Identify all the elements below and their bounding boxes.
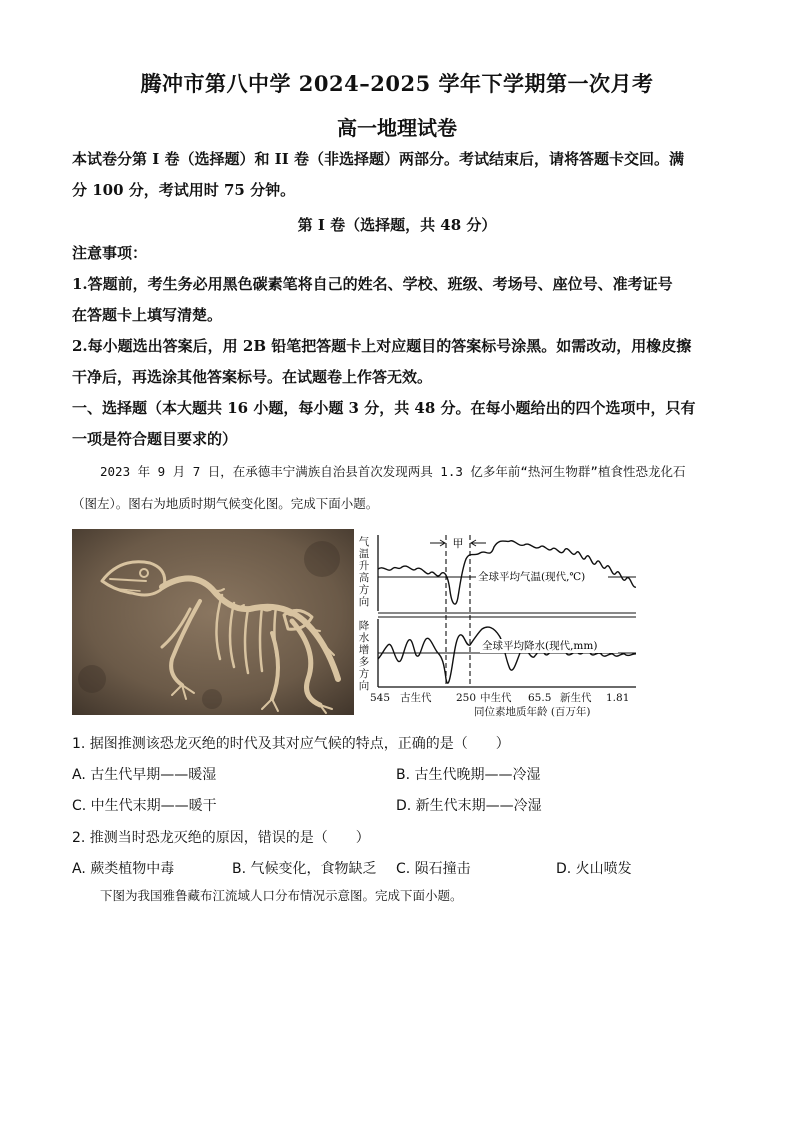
section-1-line-2: 一项是符合题目要求的）: [72, 430, 238, 448]
x-tick-545: 545: [370, 692, 391, 704]
instructions-line-2: 分 100 分，考试用时 75 分钟。: [72, 181, 296, 199]
instructions-paragraph: [72, 144, 724, 206]
question-1-option-c: C. 中生代末期——暖干: [72, 798, 217, 814]
x-axis-title: 同位素地质年龄 (百万年): [474, 706, 591, 718]
question-1-stem: 1. 据图推测该恐龙灭绝的时代及其对应气候的特点，正确的是（ ）: [72, 736, 510, 752]
x-tick-65-5: 65.5: [528, 692, 552, 704]
precip-axis-char-2: 增: [358, 644, 370, 656]
x-tick-cenozoic: 新生代: [560, 692, 592, 704]
precipitation-reference-label: 全球平均降水(现代,mm): [482, 640, 598, 652]
note-2-line-1: 2.每小题选出答案后，用 2B 铅笔把答题卡上对应题目的答案标号涂黑。如需改动，用橡皮擦: [72, 337, 692, 355]
precip-axis-char-0: 降: [358, 620, 370, 632]
exam-title: 腾冲市第八中学 2024–2025 学年下学期第一次月考: [140, 71, 654, 96]
x-tick-1-81: 1.81: [606, 692, 630, 704]
material-2: [72, 880, 724, 912]
question-2-stem: 2. 推测当时恐龙灭绝的原因，错误的是（ ）: [72, 830, 370, 846]
figure: [72, 529, 634, 719]
material-2-line: 下图为我国雅鲁藏布江流域人口分布情况示意图。完成下面小题。: [100, 888, 463, 903]
note-1-line-1: 1.答题前，考生务必用黑色碳素笔将自己的姓名、学校、班级、考场号、座位号、准考证号: [72, 275, 673, 293]
notes-section: [72, 238, 724, 455]
x-tick-paleozoic: 古生代: [400, 692, 432, 704]
temp-axis-char-1: 温: [358, 548, 370, 560]
note-2-line-2: 干净后，再选涂其他答案标号。在试题卷上作答无效。: [72, 368, 433, 386]
question-2-option-a: A. 蕨类植物中毒: [72, 861, 175, 877]
question-2-option-b: B. 气候变化，食物缺乏: [232, 861, 377, 877]
question-2-option-c: C. 陨石撞击: [396, 861, 471, 877]
note-1-line-2: 在答题卡上填写清楚。: [72, 306, 223, 324]
notes-heading: 注意事项：: [72, 244, 148, 262]
instructions-line-1: 本试卷分第 I 卷（选择题）和 II 卷（非选择题）两部分。考试结束后，请将答题卡交回。满: [72, 150, 684, 168]
dinosaur-fossil-image: [72, 529, 354, 715]
question-2-option-d: D. 火山喷发: [556, 861, 632, 877]
temp-axis-char-3: 高: [358, 572, 370, 584]
precip-axis-char-5: 向: [358, 680, 370, 692]
part-one-heading: 第 I 卷（选择题，共 48 分）: [297, 216, 497, 234]
temp-axis-char-5: 向: [358, 596, 370, 608]
temperature-reference-label: 全球平均气温(现代,℃): [478, 571, 586, 583]
precip-axis-char-3: 多: [358, 656, 370, 668]
material-1-line-1: 2023 年 9 月 7 日，在承德丰宁满族自治县首次发现两具 1.3 亿多年前“热河生物群”植食性恐龙化石: [100, 464, 686, 479]
temp-axis-char-0: 气: [358, 536, 370, 548]
material-1: [72, 456, 724, 520]
x-tick-mesozoic: 中生代: [480, 692, 512, 704]
precip-axis-char-1: 水: [358, 632, 370, 644]
exam-subtitle: 高一地理试卷: [337, 116, 457, 140]
climate-change-chart: [354, 529, 636, 719]
temp-axis-char-2: 升: [358, 560, 370, 572]
temp-axis-char-4: 方: [358, 584, 370, 596]
material-1-line-2: （图左）。图右为地质时期气候变化图。完成下面小题。: [72, 496, 379, 511]
precipitation-curve: [378, 627, 636, 683]
marker-jia: 甲: [452, 537, 464, 550]
precip-axis-char-4: 方: [358, 668, 370, 680]
x-tick-250: 250: [456, 692, 477, 704]
section-1-line-1: 一、选择题（本大题共 16 小题，每小题 3 分，共 48 分。在每小题给出的四个选项中，只有: [72, 399, 696, 417]
question-1-option-b: B. 古生代晚期——冷湿: [396, 767, 541, 783]
question-1-option-a: A. 古生代早期——暖湿: [72, 767, 217, 783]
question-1-option-d: D. 新生代末期——冷湿: [396, 798, 542, 814]
